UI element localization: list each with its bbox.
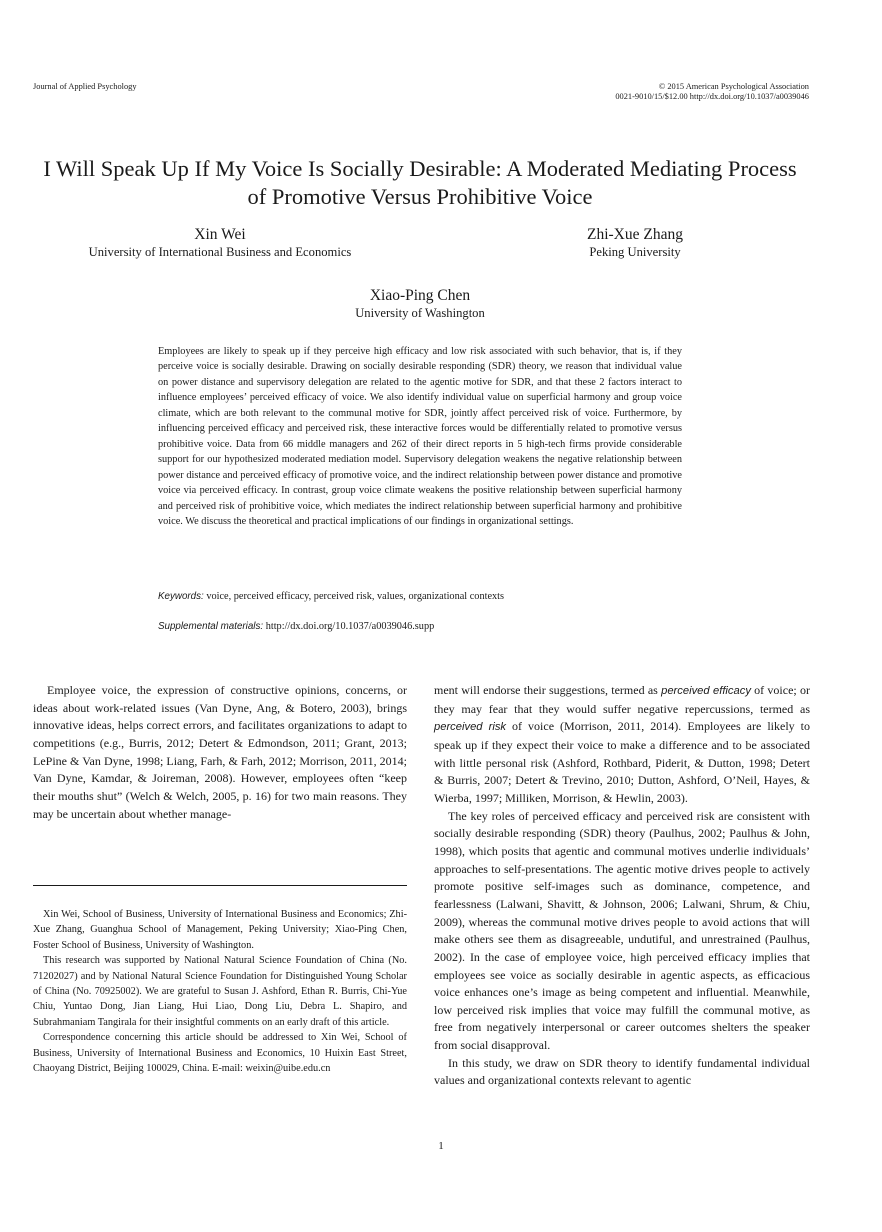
body-right-column xyxy=(434,682,810,1090)
copyright-line: © 2015 American Psychological Association xyxy=(658,82,809,91)
page-number: 1 xyxy=(438,1140,444,1152)
author-affiliation: University of Washington xyxy=(355,306,485,320)
keywords-text: voice, perceived efficacy, perceived risk, values, organizational contexts xyxy=(206,591,505,602)
author-notes xyxy=(33,907,407,1076)
body-left-column xyxy=(33,682,407,823)
body-paragraph: Employee voice, the expression of constructive opinions, concerns, or ideas about work-related issues (Van Dyne, Ang, & Botero, 2003), brings innovative ideas, helps correct errors, and facilitates organizations to adapt to competitions (e.g., Burris, 2012; Detert & Edmondson, 2011; Grant, 2013; LePine & Van Dyne, 1998; Liang, Farh, & Farh, 2012; Morrison, 2011, 2014; Van Dyne, Kamdar, & Joireman, 2008). However, employees often “keep their mouths shut” (Welch & Welch, 2005, p. 16) for two main reasons. They may be uncertain about whether manage- xyxy=(33,683,407,821)
author-note-funding: This research was supported by National Natural Science Foundation of China (No. 71202027) and by National Natural Science Foundation for Distinguished Young Scholar of China (No. 70925002). We are grateful to Susan J. Ashford, Ethan R. Burris, Chi-Yue Chiu, Yuntao Dong, Jian Liang, Hui Liao, Dong Liu, Debra L. Shapiro, and Subrahmaniam Tangirala for their insightful comments on an early draft of this article. xyxy=(33,955,407,1028)
author-affiliation: Peking University xyxy=(589,245,681,259)
body-paragraph xyxy=(434,682,810,808)
article-title: I Will Speak Up If My Voice Is Socially Desirable: A Moderated Mediating Process of Promotive Versus Prohibitive Voice xyxy=(43,156,797,210)
journal-name: Journal of Applied Psychology xyxy=(33,82,137,91)
author-affiliation: University of International Business and Economics xyxy=(88,245,352,259)
author-name: Xiao-Ping Chen xyxy=(369,287,471,304)
footnote-divider xyxy=(33,885,407,886)
author-name: Xin Wei xyxy=(194,226,246,243)
body-paragraph: The key roles of perceived efficacy and perceived risk are consistent with socially desirable responding (SDR) theory (Paulhus, 2002; Paulhus & John, 1998), which posits that agentic and communal motives underlie individuals’ approaches to self-presentations. The agentic motive drives people to actively promote positive self-images such as dominance, competence, and fearlessness (Lalwani, Shavitt, & Johnson, 2006; Lalwani, Shrum, & Chiu, 2009), whereas the communal motive drives people to avoid actions that will make others see them as disagreeable, undutiful, and unrestrained (Paulhus, 2002). In the case of employee voice, high perceived efficacy implies that employees see voice as socially desirable in agentic aspects, as efficacious voice enhances one’s image as being competent and influential. Meanwhile, low perceived risk implies that voice may fulfill the communal motive, as free from negatively interpersonal or career outcomes shelters the speaker from social disapproval. xyxy=(434,808,810,1053)
body-text: of voice; or they may fear that they would suffer negative repercussions, termed as xyxy=(434,683,811,716)
keywords-label: Keywords: xyxy=(158,591,204,602)
author-note-correspondence: Correspondence concerning this article should be addressed to Xin Wei, School of Business, University of International Business and Economics, 10 Huixin East Street, Chaoyang District, Beijing 100029, China. E-mail: weixin@uibe.edu.cn xyxy=(33,1032,407,1075)
supplemental-label: Supplemental materials: xyxy=(158,621,264,632)
body-text: of voice (Morrison, 2011, 2014). Employees are likely to speak up if they expect their voice to make a difference and to be associated with little personal risk (Ashford, Rothbard, Piderit, & Dutton, 1998; Detert & Burris, 2007; Detert & Trevino, 2010; Dutton, Ashford, O’Neil, Hayes, & Wierba, 1997; Milliken, Morrison, & Hewlin, 2003). xyxy=(434,719,810,805)
author-name: Zhi-Xue Zhang xyxy=(587,226,683,243)
supplemental-line xyxy=(158,620,434,634)
author-block-3 xyxy=(300,286,540,321)
author-note-affiliations: Xin Wei, School of Business, University of International Business and Economics; Zhi-Xue Zhang, Guanghua School of Management, Peking University; Xiao-Ping Chen, Foster School of Business, University of Washington. xyxy=(33,909,407,951)
term-perceived-efficacy: perceived efficacy xyxy=(661,685,751,697)
author-block-1 xyxy=(40,225,400,260)
term-perceived-risk: perceived risk xyxy=(434,721,507,734)
body-text: ment will endorse their suggestions, termed as xyxy=(434,683,662,697)
body-paragraph: In this study, we draw on SDR theory to identify fundamental individual values and organizational contexts relevant to agentic xyxy=(434,1055,810,1088)
doi-line: 0021-9010/15/$12.00 http://dx.doi.org/10.1037/a0039046 xyxy=(615,92,809,101)
keywords-line xyxy=(158,590,504,604)
supplemental-link[interactable]: http://dx.doi.org/10.1037/a0039046.supp xyxy=(265,621,435,632)
abstract: Employees are likely to speak up if they perceive high efficacy and low risk associated with such behavior, that is, if they perceive voice is socially desirable. Drawing on socially desirable responding (SDR) theory, we reason that individual value on power distance and supervisory delegation are related to the agentic motive for SDR, and that these 2 factors interact to influence employees’ perceived efficacy of voice. We also identify individual value on superficial harmony and group voice climate, which are both relevant to the communal motive for SDR, jointly affect perceived risk of voice. Furthermore, by influencing perceived efficacy and perceived risk, these interactive forces would be differentially related to promotive versus prohibitive voice. Data from 66 middle managers and 262 of their direct reports in 5 high-tech firms provide considerable support for our hypothesized moderated mediation model. Supervisory delegation weakens the negative relationship between power distance and perceived efficacy of promotive voice, and the indirect relationship between power distance and promotive voice via perceived efficacy. In contrast, group voice climate weakens the positive relationship between superficial harmony and perceived risk of prohibitive voice, which mediates the indirect relationship between superficial harmony and prohibitive voice. We discuss the theoretical and practical implications of our findings in organizational settings. xyxy=(158,346,682,527)
header-right xyxy=(615,82,809,102)
author-block-2 xyxy=(530,225,740,260)
